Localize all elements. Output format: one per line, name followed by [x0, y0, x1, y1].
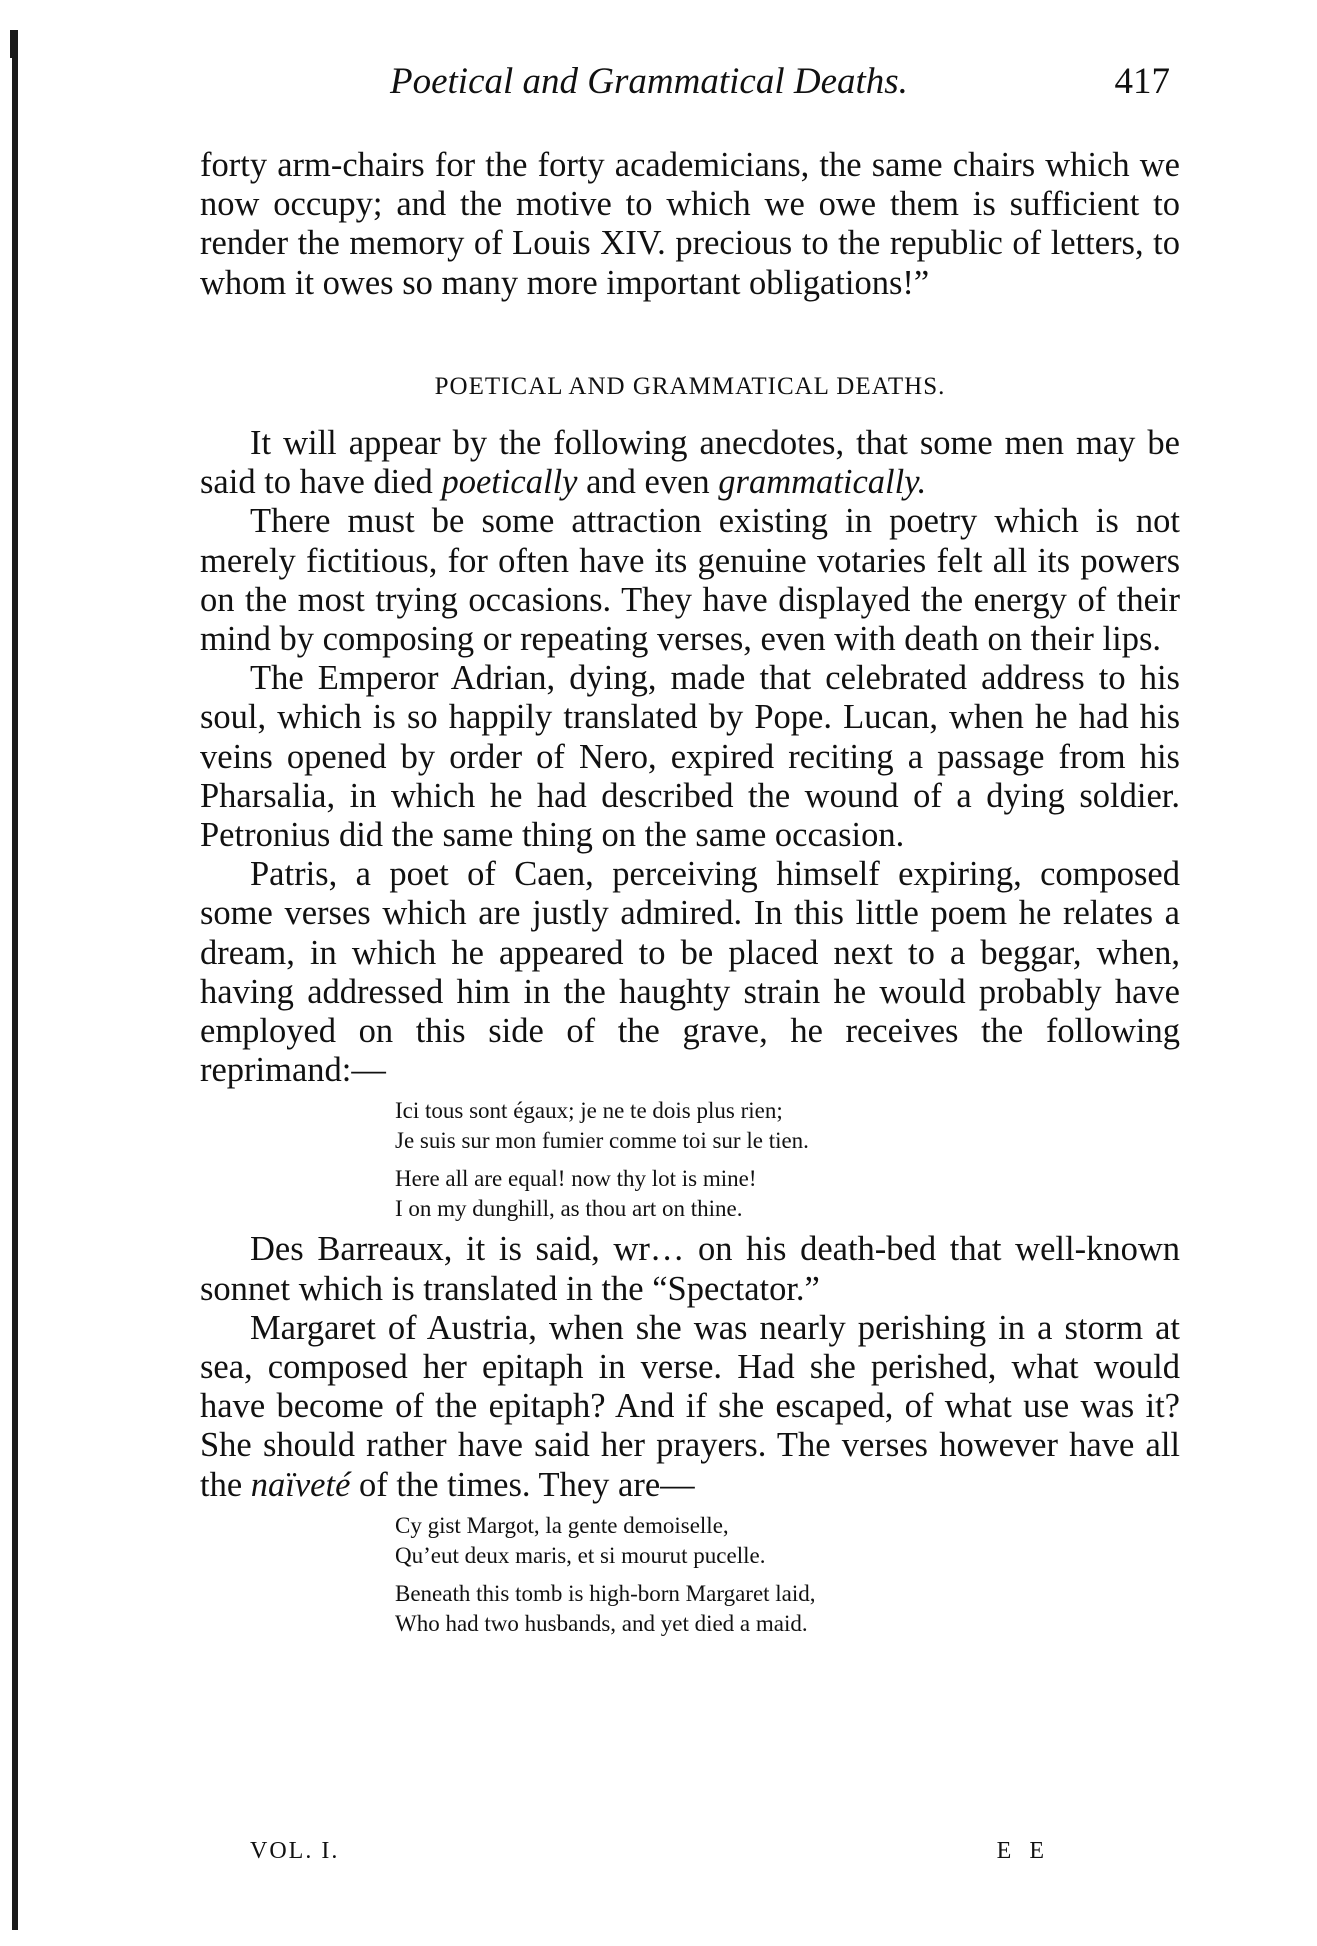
- intro-emphasis-poetically: poetically: [441, 463, 578, 502]
- page-body: [200, 146, 1180, 1645]
- verse-line: Beneath this tomb is high-born Margaret laid,: [395, 1580, 816, 1606]
- paragraph-attraction: There must be some attraction existing in poetry which is not merely fictitious, for often have its genuine votaries felt all its powers on the most trying occasions. They have displayed the energy of their mind by composing or repeating verses, even with death on their lips.: [200, 502, 1180, 659]
- verse-line: Qu’eut deux maris, et si mourut pucelle.: [395, 1542, 766, 1568]
- paragraph-patris: Patris, a poet of Caen, perceiving himself expiring, composed some verses which are justly admired. In this little poem he relates a dream, in which he appeared to be placed next to a beggar, when, having addressed him in the haughty strain he would probably have employed on this side of the grave, he receives the following reprimand:—: [200, 855, 1180, 1090]
- verse-line: Here all are equal! now thy lot is mine!: [395, 1166, 757, 1192]
- running-title: Poetical and Grammatical Deaths.: [390, 61, 908, 102]
- verse-line: Who had two husbands, and yet died a maid.: [395, 1610, 808, 1636]
- intro-emphasis-grammatically: grammatically.: [718, 463, 927, 502]
- verse-line: Je suis sur mon fumier comme toi sur le tien.: [395, 1128, 809, 1154]
- margaret-emphasis-naivete: naïveté: [250, 1465, 351, 1504]
- verse-patris-french: [395, 1096, 1180, 1156]
- margaret-text-start: Margaret of Austria, when she was nearly perishing in a storm at sea, composed her epitaph in verse. Had she perished, what would have become of the epitaph? And if she escaped, of what use was it? She should rather have said her prayers. The verses however have all the: [200, 1308, 1180, 1504]
- signature-mark: E E: [996, 1838, 1050, 1864]
- paragraph-adrian: The Emperor Adrian, dying, made that celebrated address to his soul, which is so happily translated by Pope. Lucan, when he had his veins opened by order of Nero, expired reciting a passage from his Pharsalia, in which he had described the wound of a dying soldier. Petronius did the same thing on the same occasion.: [200, 659, 1180, 855]
- paragraph-continuation: forty arm-chairs for the forty academicians, the same chairs which we now occupy; and the motive to which we owe them is sufficient to render the memory of Louis XIV. precious to the republic of letters, to whom it owes so many more important obligations!”: [200, 146, 1180, 302]
- page-footer: [250, 1838, 1050, 1878]
- verse-line: Ici tous sont égaux; je ne te dois plus rien;: [395, 1098, 783, 1124]
- verse-margaret-french: [395, 1511, 1180, 1571]
- verse-margaret-english: [395, 1579, 1180, 1639]
- page-header: [200, 60, 1200, 110]
- page-number: 417: [1114, 61, 1170, 102]
- section-heading: POETICAL AND GRAMMATICAL DEATHS.: [434, 372, 946, 400]
- paragraph-intro: [200, 424, 1180, 502]
- paragraph-des-barreaux: Des Barreaux, it is said, wr… on his death-bed that well-known sonnet which is translated in the “Spectator.”: [200, 1230, 1180, 1308]
- verse-line: I on my dunghill, as thou art on thine.: [395, 1196, 743, 1222]
- volume-signature: VOL. I.: [250, 1838, 340, 1864]
- verse-line: Cy gist Margot, la gente demoiselle,: [395, 1512, 729, 1538]
- intro-text-start: It will appear by the following anecdotes, that some men may be said to have died: [200, 424, 1180, 502]
- verse-patris-english: [395, 1164, 1180, 1224]
- intro-text-mid: and even: [577, 463, 719, 502]
- binding-edge: [12, 30, 18, 1930]
- margaret-text-end: of the times. They are—: [350, 1465, 695, 1504]
- paragraph-margaret: [200, 1309, 1180, 1505]
